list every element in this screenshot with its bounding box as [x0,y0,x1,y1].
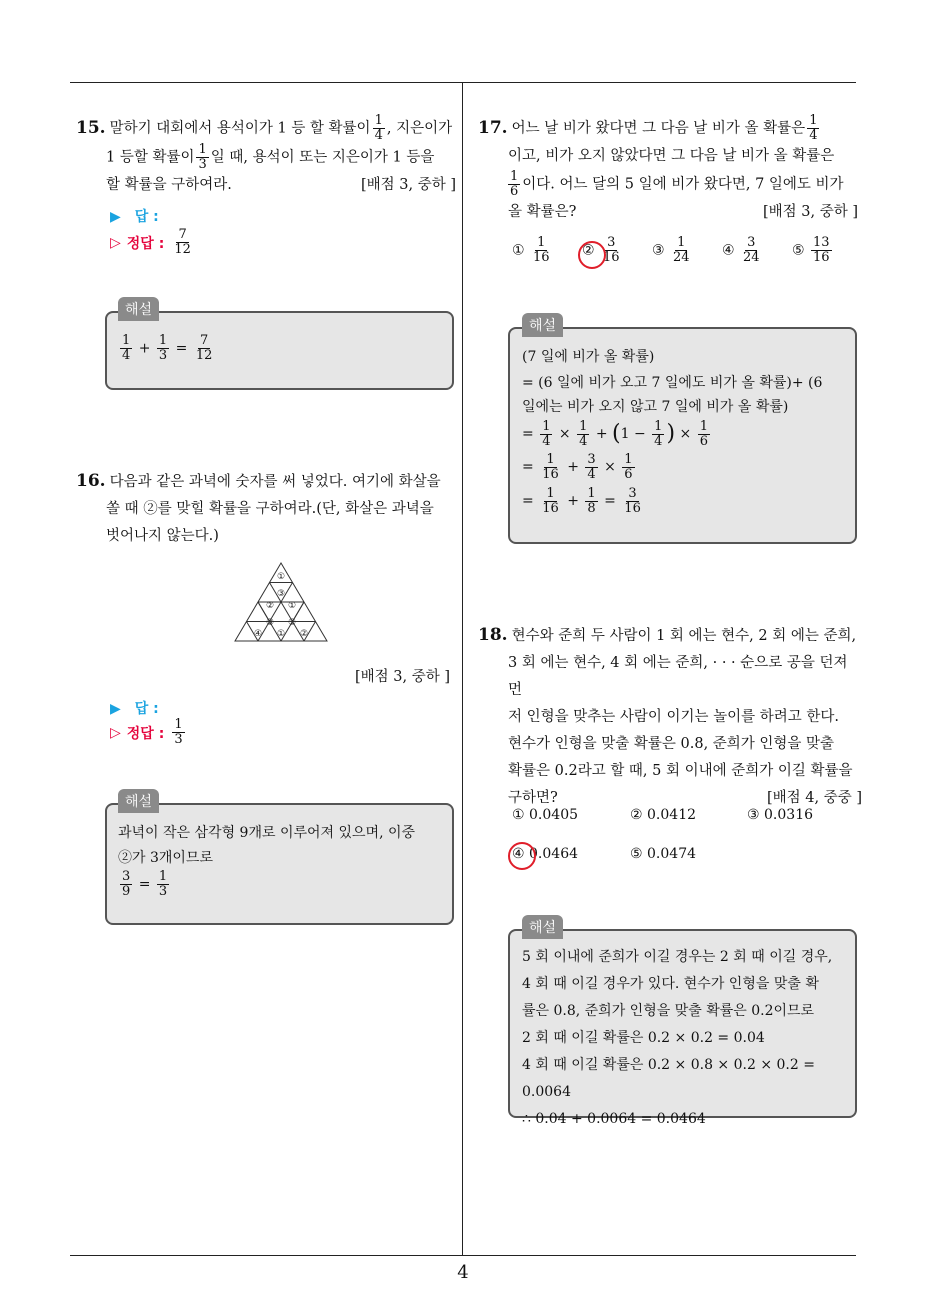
choice-5[interactable]: ⑤ 0.0474 [630,846,697,862]
question-text: 어느 날 비가 왔다면 그 다음 날 비가 올 확률은 [511,120,806,137]
solution-line: (7 일에 비가 올 확률) [522,349,655,365]
answer-label: 답 : [134,209,159,225]
bottom-rule [70,1255,856,1256]
triangle-cell-label: ② [265,601,275,611]
question-text: 구하면? [508,790,558,806]
solution-body: $\frac{1}{4}$ + $\frac{1}{3}$ = $\frac{7}{12}$ [122,333,213,363]
answer-label: 답 : [134,701,159,717]
solution-line: 5 회 이내에 준희가 이길 경우는 2 회 때 이길 경우, [522,949,833,965]
solution-line: ②가 3개이므로 [118,850,213,866]
score-meta: [배점 3, 중하 ] [360,177,456,193]
answer-line [110,698,159,718]
question-18 [478,622,862,812]
triangle-cell-label: ① [276,629,286,639]
score-meta: [배점 4, 중중 ] [766,790,862,806]
solution-line: 2 회 때 이길 확률은 0.2 × 0.2 = 0.04 [522,1030,765,1046]
fraction: $\frac{1}{3}$ [198,142,207,172]
question-text: 이다. 어느 달의 5 일에 비가 왔다면, 7 일에도 비가 [522,176,844,193]
question-number: 16. [76,471,106,491]
triangle-outline-icon: ▷ [110,724,121,741]
triangle-cell-label: ② [299,629,309,639]
choice-4[interactable]: ④ 0.0464 [512,846,579,862]
question-text: 벗어나지 않는다.) [106,528,219,544]
page-number: 4 [457,1262,469,1283]
solution-line: ∴ 0.04 + 0.0064 = 0.0464 [522,1111,706,1127]
question-text: 3 회 에는 현수, 4 회 에는 준희, · · · 순으로 공을 던져 먼 [508,655,848,698]
column-divider [462,82,463,1255]
triangle-filled-icon: ▶ [110,209,121,225]
choice-1[interactable]: ① $\frac{1}{16}$ [512,235,550,265]
choice-2[interactable]: ② $\frac{3}{16}$ [582,235,620,265]
choice-2[interactable]: ② 0.0412 [630,807,697,823]
correct-fraction: $\frac{7}{12}$ [174,227,191,257]
correct-line [110,228,195,257]
answer-line [110,206,159,226]
fraction: $\frac{1}{4}$ [374,113,383,143]
question-number: 15. [76,117,106,138]
correct-label: 정답 : [126,725,165,742]
solution-line: 과녁이 작은 삼각형 9개로 이루어져 있으며, 이중 [118,825,416,841]
choice-4[interactable]: ④ $\frac{3}{24}$ [722,235,760,265]
question-number: 17. [478,117,508,138]
question-text: 확률은 0.2라고 할 때, 5 회 이내에 준희가 이길 확률을 [508,763,853,779]
solution-body: 과녁이 작은 삼각형 9개로 이루어져 있으며, 이중 ②가 3개이므로 $\frac{3}{9}$ = $\frac{1}{3}$ [118,820,415,899]
question-text: 현수가 인형을 맞출 확률은 0.8, 준희가 인형을 맞출 [508,736,835,752]
solution-line: 률은 0.8, 준희가 인형을 맞출 확률은 0.2이므로 [522,1003,815,1019]
solution-line: 4 회 때 이길 확률은 0.2 × 0.8 × 0.2 × 0.2 = 0.0064 [522,1057,815,1100]
question-text: 올 확률은? [508,204,577,220]
solution-body [522,944,852,1133]
solution-body [522,344,852,518]
question-text: 다음과 같은 과녁에 숫자를 써 넣었다. 여기에 화살을 [109,474,441,490]
question-number: 18. [478,625,508,645]
solution-tag: 해설 [118,297,159,321]
choice-5[interactable]: ⑤ $\frac{13}{16}$ [792,235,830,265]
score-meta: [배점 3, 중하 ] [762,204,858,220]
choice-3[interactable]: ③ $\frac{1}{24}$ [652,235,690,265]
question-text: 일 때, 용석이 또는 지은이가 1 등을 [210,149,435,166]
triangle-cell-label: ③ [265,618,275,628]
question-text: 이고, 비가 오지 않았다면 그 다음 날 비가 올 확률은 [508,148,835,164]
triangle-cell-label: ③ [276,589,286,599]
solution-line: = $\frac{1}{4}$ × $\frac{1}{4}$ + (1 − $\frac{1}{4}$ ) × $\frac{1}{6}$ [522,418,708,449]
choice-1[interactable]: ① 0.0405 [512,807,579,823]
fraction: $\frac{1}{6}$ [510,169,519,199]
solution-line: = $\frac{1}{16}$ + $\frac{1}{8}$ = $\frac{3}{16}$ [522,485,641,516]
correct-label: 정답 : [126,235,165,252]
choice-3[interactable]: ③ 0.0316 [747,807,814,823]
triangle-cell-label: ④ [253,629,263,639]
question-text: 쏠 때 ②를 맞힐 확률을 구하여라.(단, 화살은 과녁을 [106,501,434,517]
answer-circle-mark [578,241,606,269]
answer-circle-mark [508,842,536,870]
triangle-cell-label: ② [287,618,297,628]
solution-tag: 해설 [118,789,159,813]
triangle-filled-icon: ▶ [110,701,121,717]
question-15 [76,114,456,199]
solution-tag: 해설 [522,915,563,939]
top-rule [70,82,856,83]
question-text: 1 등할 확률이 [106,149,195,166]
question-17 [478,114,858,226]
triangle-cell-label: ① [287,601,297,611]
triangle-cell-label: ① [276,572,286,582]
correct-fraction: $\frac{1}{3}$ [174,717,183,747]
solution-line: = (6 일에 비가 오고 7 일에도 비가 올 확률)+ (6 [522,375,823,391]
solution-line: 일에는 비가 오지 않고 7 일에 비가 올 확률) [522,399,789,415]
solution-tag: 해설 [522,313,563,337]
fraction: $\frac{1}{4}$ [809,113,818,143]
solution-line: = $\frac{1}{16}$ + $\frac{3}{4}$ × $\frac{1}{6}$ [522,451,633,482]
question-text: 말하기 대회에서 용석이가 1 등 할 확률이 [109,120,371,137]
question-text: 저 인형을 맞추는 사람이 이기는 놀이를 하려고 한다. [508,709,840,725]
correct-line [110,718,187,747]
question-text: 할 확률을 구하여라. [106,177,232,193]
target-triangle-figure [233,561,329,645]
question-text: 현수와 준희 두 사람이 1 회 에는 현수, 2 회 에는 준희, [511,628,857,644]
score-meta-16: [배점 3, 중하 ] [355,669,451,685]
triangle-outline-icon: ▷ [110,234,121,251]
question-text: , 지은이가 [386,120,453,137]
question-16 [76,468,456,550]
solution-line: 4 회 때 이길 경우가 있다. 현수가 인형을 맞출 확 [522,976,819,992]
